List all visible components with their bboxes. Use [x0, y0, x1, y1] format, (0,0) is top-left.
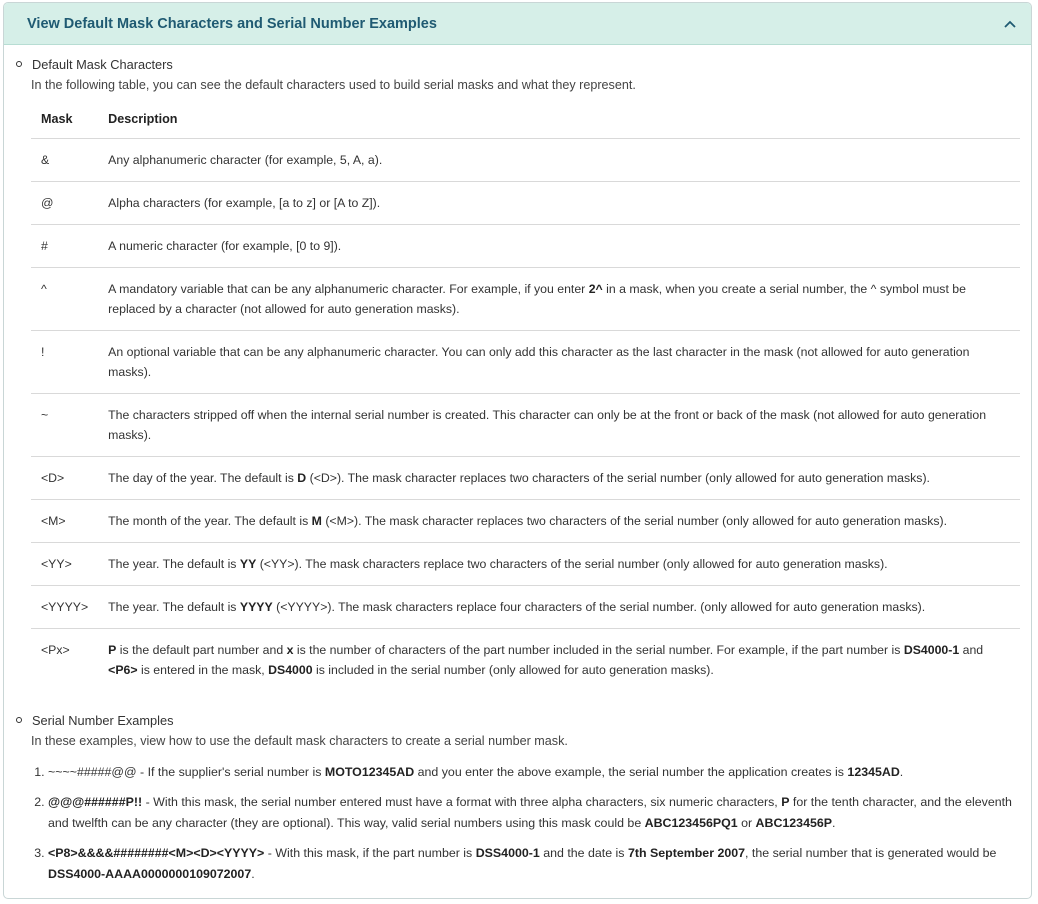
text-run: - With this mask, the serial number entered must have a format with three alpha characters, six numeric characters, — [142, 795, 782, 809]
chevron-up-icon[interactable] — [1003, 17, 1017, 31]
bold-text: D — [297, 471, 307, 485]
mask-cell: @ — [31, 182, 98, 225]
mask-cell: <YYYY> — [31, 586, 98, 629]
bold-text: DS4000-1 — [903, 643, 960, 657]
table-row — [31, 586, 1020, 629]
section-label: Serial Number Examples — [32, 712, 174, 728]
mask-cell: # — [31, 225, 98, 268]
text-run: in a mask, when you create a serial number, the ^ symbol must be replaced by a character (not allowed for auto generation masks). — [108, 282, 966, 316]
table-header-row — [31, 105, 1020, 139]
text-run: and — [959, 643, 984, 657]
description-cell — [98, 225, 1020, 268]
text-run: , the serial number that is generated would be — [745, 846, 997, 860]
description-cell — [98, 629, 1020, 692]
text-run: is the default part number and — [116, 643, 287, 657]
text-run: . — [899, 765, 904, 779]
text-run: - If the supplier's serial number is — [136, 765, 325, 779]
examples-section-heading — [16, 711, 1031, 729]
text-run: A mandatory variable that can be any alphanumeric character. For example, if you enter — [108, 282, 589, 296]
examples-list — [31, 762, 1016, 885]
text-run: and the date is — [539, 846, 628, 860]
text-run: (<M>). The mask character replaces two characters of the serial number (only allowed for auto generation masks). — [321, 514, 948, 528]
panel-header[interactable] — [4, 3, 1031, 45]
column-header-mask: Mask — [31, 105, 98, 139]
description-cell — [98, 457, 1020, 500]
table-row — [31, 268, 1020, 331]
text-run: The year. The default is — [108, 600, 240, 614]
mask-table-body — [31, 139, 1020, 692]
bold-text: <P6> — [108, 663, 138, 677]
bold-text: 7th September 2007 — [627, 846, 746, 860]
text-run: (<D>). The mask character replaces two characters of the serial number (only allowed for auto generation masks). — [306, 471, 930, 485]
bold-text: DSS4000-AAAA0000000109072007 — [48, 867, 252, 881]
bold-text: YYYY — [239, 600, 273, 614]
table-row — [31, 331, 1020, 394]
text-run: A numeric character (for example, [0 to 9]). — [108, 239, 342, 253]
mask-table — [31, 105, 1020, 691]
mask-section-heading — [16, 55, 1031, 73]
bold-text: 2^ — [588, 282, 603, 296]
text-run: or — [737, 816, 756, 830]
text-run: The characters stripped off when the internal serial number is created. This character can only be at the front or back of the mask (not allowed for auto generation masks). — [108, 408, 987, 442]
mask-cell: <Px> — [41, 643, 70, 657]
table-row — [31, 139, 1020, 182]
text-run: The day of the year. The default is — [108, 471, 298, 485]
bold-text: DSS4000-1 — [475, 846, 540, 860]
text-run: Any alphanumeric character (for example, 5, A, a). — [108, 153, 383, 167]
description-cell — [98, 586, 1020, 629]
list-item — [48, 792, 1016, 834]
text-run: is the number of characters of the part number included in the serial number. For example, if the part number is — [293, 643, 904, 657]
bold-text: MOTO12345AD — [324, 765, 415, 779]
panel-title: View Default Mask Characters and Serial Number Examples — [27, 15, 437, 32]
table-row — [31, 543, 1020, 586]
description-cell — [98, 139, 1020, 182]
description-cell — [98, 394, 1020, 457]
text-run: for the tenth character, and the eleventh and twelfth can be any character (they are optional). This way, valid serial numbers using this mask could be — [48, 795, 1012, 830]
text-run: (<YYYY>). The mask characters replace four characters of the serial number. (only allowed for auto generation masks). — [272, 600, 926, 614]
bold-text: DS4000 — [268, 663, 313, 677]
description-cell — [98, 182, 1020, 225]
bold-text: ABC123456P — [755, 816, 833, 830]
description-cell — [98, 331, 1020, 394]
table-row — [31, 225, 1020, 268]
table-row — [31, 394, 1020, 457]
text-run: and you enter the above example, the serial number the application creates is — [414, 765, 848, 779]
column-header-description: Description — [98, 105, 1020, 139]
mask-cell: <D> — [31, 457, 98, 500]
text-run: is included in the serial number (only allowed for auto generation masks). — [312, 663, 714, 677]
bold-text: x — [286, 643, 294, 657]
text-run: The year. The default is — [108, 557, 240, 571]
text-run: is entered in the mask, — [137, 663, 269, 677]
bold-text: M — [311, 514, 322, 528]
description-cell — [98, 268, 1020, 331]
circle-bullet-icon — [16, 61, 22, 67]
panel-body — [4, 55, 1031, 885]
list-item — [48, 843, 1016, 885]
section-label: Default Mask Characters — [32, 56, 173, 72]
list-item — [48, 762, 1016, 783]
description-cell — [98, 543, 1020, 586]
mask-cell: ~ — [31, 394, 98, 457]
mask-cell: <M> — [31, 500, 98, 543]
section-intro: In the following table, you can see the default characters used to build serial masks and what they represent. — [31, 78, 636, 92]
text-run: - With this mask, if the part number is — [264, 846, 476, 860]
circle-bullet-icon — [16, 717, 22, 723]
text-run: The month of the year. The default is — [108, 514, 312, 528]
text-run: An optional variable that can be any alphanumeric character. You can only add this character as the last character in the mask (not allowed for auto generation masks). — [108, 345, 970, 379]
mask-cell: <YY> — [31, 543, 98, 586]
bold-text: @@@######P!! — [48, 795, 143, 809]
description-cell — [98, 500, 1020, 543]
table-row — [31, 629, 1020, 692]
text-run: ~~~~#####@@ — [48, 765, 137, 779]
table-row — [31, 457, 1020, 500]
bold-text: P — [108, 643, 117, 657]
bold-text: <P8>&&&&########<M><D><YYYY> — [48, 846, 265, 860]
bold-text: 12345AD — [847, 765, 900, 779]
text-run: . — [251, 867, 255, 881]
bold-text: ABC123456PQ1 — [644, 816, 738, 830]
collapsible-panel — [3, 2, 1032, 899]
text-run: (<YY>). The mask characters replace two characters of the serial number (only allowed for auto generation masks). — [256, 557, 888, 571]
mask-cell: & — [31, 139, 98, 182]
text-run: . — [832, 816, 836, 830]
mask-cell: ! — [31, 331, 98, 394]
bold-text: P — [781, 795, 790, 809]
text-run: Alpha characters (for example, [a to z] or [A to Z]). — [108, 196, 381, 210]
table-row — [31, 500, 1020, 543]
table-row — [31, 182, 1020, 225]
section-intro: In these examples, view how to use the default mask characters to create a serial number mask. — [31, 734, 568, 748]
mask-cell: ^ — [31, 268, 98, 331]
bold-text: YY — [239, 557, 257, 571]
